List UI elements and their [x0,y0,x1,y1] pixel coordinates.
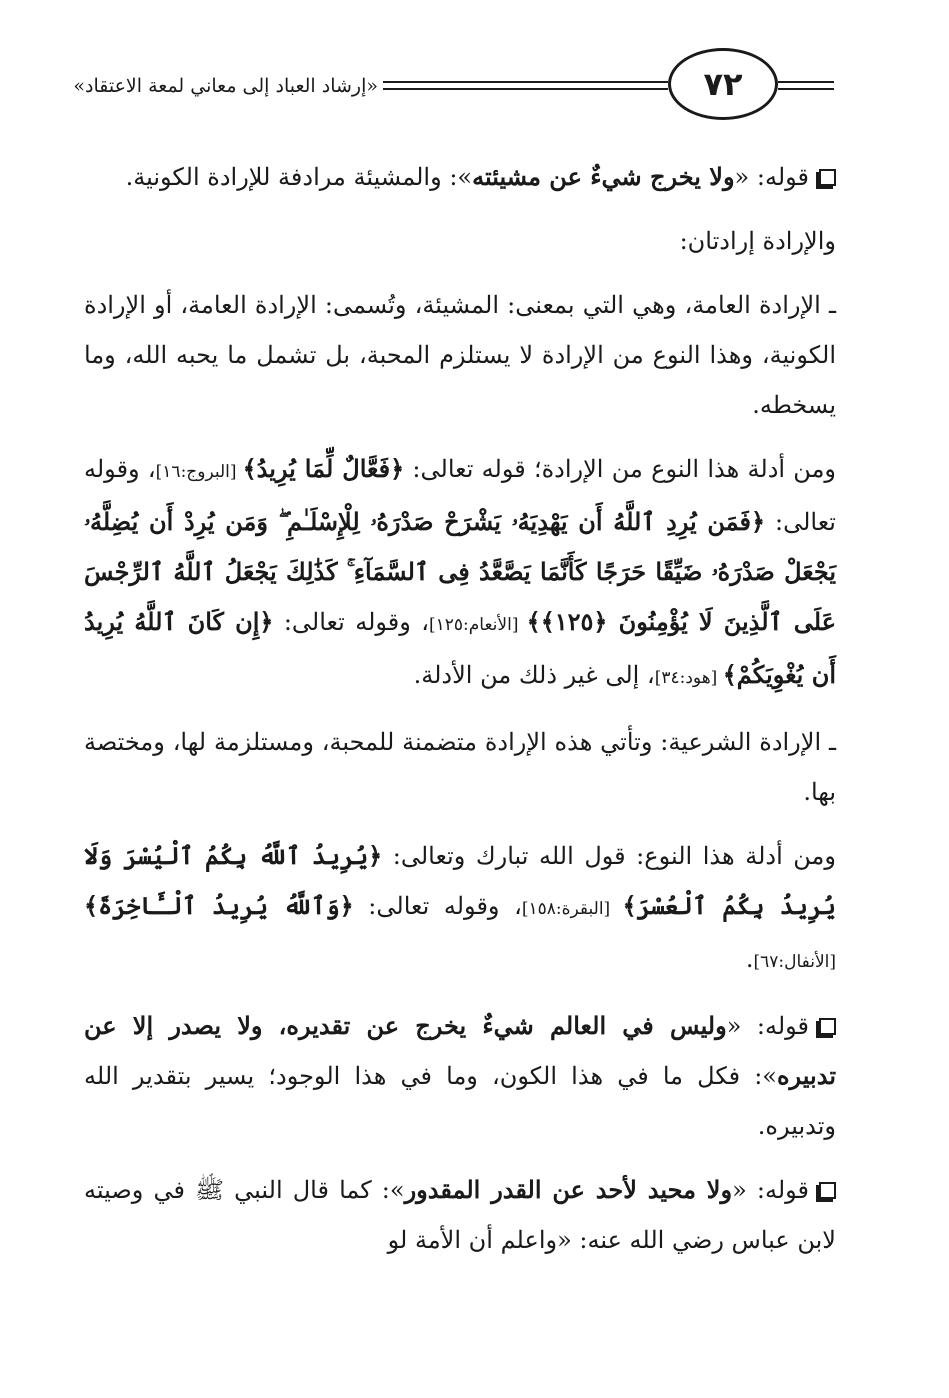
paragraph-statement-1 [84,152,836,202]
square-bullet-icon [819,1182,836,1199]
text: . [745,945,754,973]
verse-reference: [البقرة:١٥٨] [521,899,623,919]
book-title: «إرشاد العباد إلى معاني لمعة الاعتقاد» [73,75,378,97]
page-number: ٧٢ [668,48,778,120]
paragraph-statement-2 [84,1001,836,1151]
quran-verse: ﴿فَعَّالٌ لِّمَا يُرِيدُ﴾ [242,454,405,483]
text: ومن أدلة هذا النوع: قول الله تبارك وتعالى: [382,842,837,870]
header-rule [383,81,668,83]
header-rule [778,88,834,90]
paragraph-evidence-2 [84,831,836,987]
verse-reference: [البروج:١٦] [155,462,243,482]
text: ، إلى غير ذلك من الأدلة. [413,661,655,689]
paragraph-evidence-1 [84,444,836,703]
square-bullet-icon [819,169,836,186]
text: »: والمشيئة مرادفة للإرادة الكونية. [125,163,473,191]
text: »: فكل ما في هذا الكون، وما في هذا الوجود؛ يسير بتقدير الله وتدبيره. [84,1062,836,1140]
text: ومن أدلة هذا النوع من الإرادة؛ قوله تعالى: [404,455,837,483]
text: »: كما قال النبي ﷺ في وصيته لابن عباس رضي الله عنه: «واعلم أن الأمة لو [84,1176,836,1254]
paragraph: ـ الإرادة الشرعية: وتأتي هذه الإرادة متضمنة للمحبة، ومستلزمة لها، ومختصة بها. [84,728,836,806]
quoted-text: ولا يخرج شيءٌ عن مشيئته [472,162,735,191]
header-rule [383,88,668,90]
text: ، وقوله تعالى: [353,892,522,920]
text: ، وقوله تعالى: [84,455,836,536]
verse-reference: [الأنفال:٦٧] [753,952,836,972]
quran-verse: ﴿إِن كَانَ ٱللَّهُ يُرِيدُ أَن يُغْوِيَكُمْ﴾ [84,607,836,689]
text: قوله: « [734,163,809,191]
paragraph: والإرادة إرادتان: [679,227,836,255]
page-body [84,152,836,1279]
quoted-text: ولا محيد لأحد عن القدر المقدور [404,1175,733,1204]
quran-verse: ﴿فَمَن يُرِدِ ٱللَّهُ أَن يَهْدِيَهُۥ يَشْرَحْ صَدْرَهُۥ لِلْإِسْلَـٰمِ ۖ وَمَن يُرِدْ أَن يُضِلَّهُۥ يَجْعَلْ صَدْرَهُۥ ضَيِّقًا حَرَجًا كَأَنَّمَا يَصَّعَّدُ فِى ٱلسَّمَآءِ ۚ كَذَٰلِكَ يَجْعَلُ ٱللَّهُ ٱلرِّجْسَ عَلَى ٱلَّذِينَ لَا يُؤْمِنُونَ ﴿١٢٥﴾﴾ [84,507,837,636]
square-bullet-icon [819,1018,836,1035]
paragraph: ـ الإرادة العامة، وهي التي بمعنى: المشيئة، وتُسمى: الإرادة العامة، أو الإرادة الكونية، وهذا النوع من الإرادة لا يستلزم المحبة، بل تشمل ما يحبه الله، وما يسخطه. [84,291,836,419]
text: ، وقوله تعالى: [273,608,429,636]
verse-reference: [الأنعام:١٢٥] [428,615,527,635]
quoted-text: وليس في العالم شيءٌ يخرج عن تقديره، ولا يصدر إلا عن تدبيره [84,1011,836,1090]
header-rule [778,81,834,83]
text: قوله: « [732,1176,809,1204]
quran-verse: ﴿يُرِيدُ ٱللَّهُ بِكُمُ ٱلْيُسْرَ وَلَا يُرِيدُ بِكُمُ ٱلْعُسْرَ﴾ [84,841,836,920]
verse-reference: [هود:٣٤] [654,668,723,688]
quran-verse: ﴿وَٱللَّهُ يُرِيدُ ٱلْـَٔاخِرَةَ﴾ [84,891,354,920]
text: قوله: « [726,1012,810,1040]
paragraph-statement-3 [84,1165,836,1265]
page-header [73,48,834,132]
